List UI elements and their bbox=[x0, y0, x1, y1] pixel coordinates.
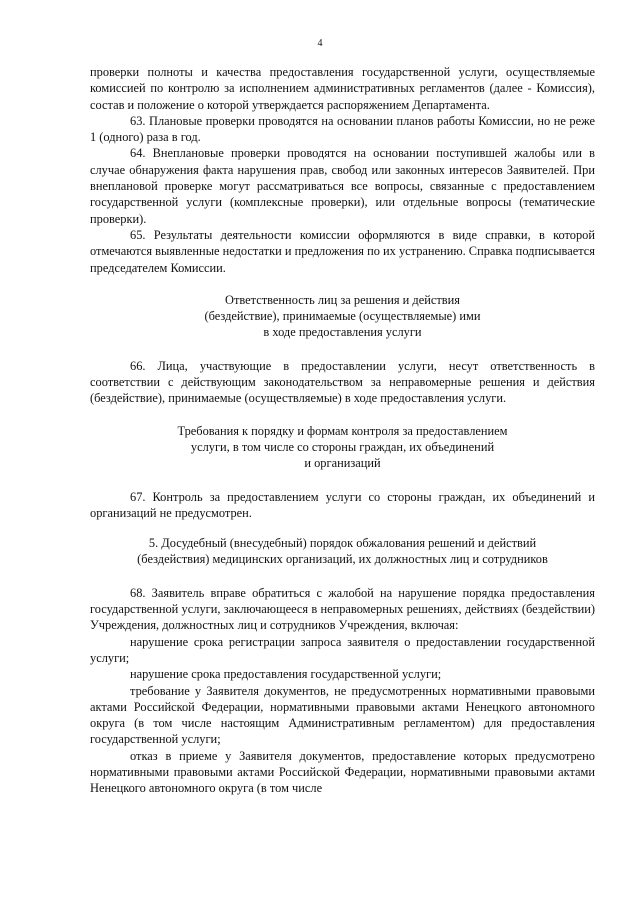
heading-line: и организаций bbox=[304, 456, 381, 471]
section-heading-responsibility bbox=[90, 292, 595, 341]
paragraph-intro: проверки полноты и качества предоставления государственной услуги, осуществляемые комиссией по контролю за исполнением административных регламентов (далее - Комиссия), состав и положение о которой утверждается распоряжением Департамента. bbox=[90, 65, 595, 112]
paragraph-67: 67. Контроль за предоставлением услуги со стороны граждан, их объединений и организаций не предусмотрен. bbox=[90, 489, 595, 520]
list-item: требование у Заявителя документов, не предусмотренных нормативными правовыми актами Российской Федерации, нормативными правовыми актами Ненецкого автономного округа (в том числе настоящим Административным регламентом) для предоставления государственной услуги; bbox=[90, 683, 595, 747]
page-content bbox=[90, 64, 595, 797]
heading-line: услуги, в том числе со стороны граждан, их объединений bbox=[190, 439, 495, 454]
heading-line: Ответственность лиц за решения и действия bbox=[225, 292, 460, 307]
section-heading-control-requirements bbox=[90, 423, 595, 472]
heading-line: (бездействие), принимаемые (осуществляемые) ими bbox=[204, 309, 481, 324]
paragraph-64: 64. Внеплановые проверки проводятся на основании поступившей жалобы или в случае обнаружения факта нарушения прав, свобод или законных интересов Заявителей. При внеплановой проверке могут рассматриваться все вопросы, связанные с предоставлением государственной услуги (комплексные проверки), или отдельные вопросы (тематические проверки). bbox=[90, 146, 595, 226]
heading-line: в ходе предоставления услуги bbox=[263, 325, 422, 340]
page-number: 4 bbox=[317, 38, 323, 49]
list-item: нарушение срока регистрации запроса заявителя о предоставлении государственной услуги; bbox=[90, 634, 595, 665]
paragraph-63: 63. Плановые проверки проводятся на основании планов работы Комиссии, но не реже 1 (одного) раза в год. bbox=[90, 113, 595, 145]
heading-line: (бездействия) медицинских организаций, их должностных лиц и сотрудников bbox=[137, 552, 548, 567]
list-item: отказ в приеме у Заявителя документов, предоставление которых предусмотрено нормативными правовыми актами Российской Федерации, нормативными правовыми актами Ненецкого автономного округа (в том числе bbox=[90, 748, 595, 796]
paragraph-65: 65. Результаты деятельности комиссии оформляются в виде справки, в которой отмечаются выявленные недостатки и предложения по их устранению. Справка подписывается председателем Комиссии. bbox=[90, 227, 595, 275]
heading-line: Требования к порядку и формам контроля за предоставлением bbox=[177, 423, 508, 438]
section-heading-appeal-procedure bbox=[90, 535, 595, 568]
paragraph-66: 66. Лица, участвующие в предоставлении услуги, несут ответственность в соответствии с действующим законодательством за неправомерные решения и действия (бездействие), принимаемые (осуществляемые) в ходе предоставления услуги. bbox=[90, 358, 595, 406]
paragraph-68: 68. Заявитель вправе обратиться с жалобой на нарушение порядка предоставления государственной услуги, заключающееся в неправомерных решениях, действиях (бездействии) Учреждения, должностных лиц и сотрудников Учреждения, включая: bbox=[90, 585, 595, 633]
list-item: нарушение срока предоставления государственной услуги; bbox=[130, 667, 442, 682]
heading-line: 5. Досудебный (внесудебный) порядок обжалования решений и действий bbox=[148, 536, 537, 551]
